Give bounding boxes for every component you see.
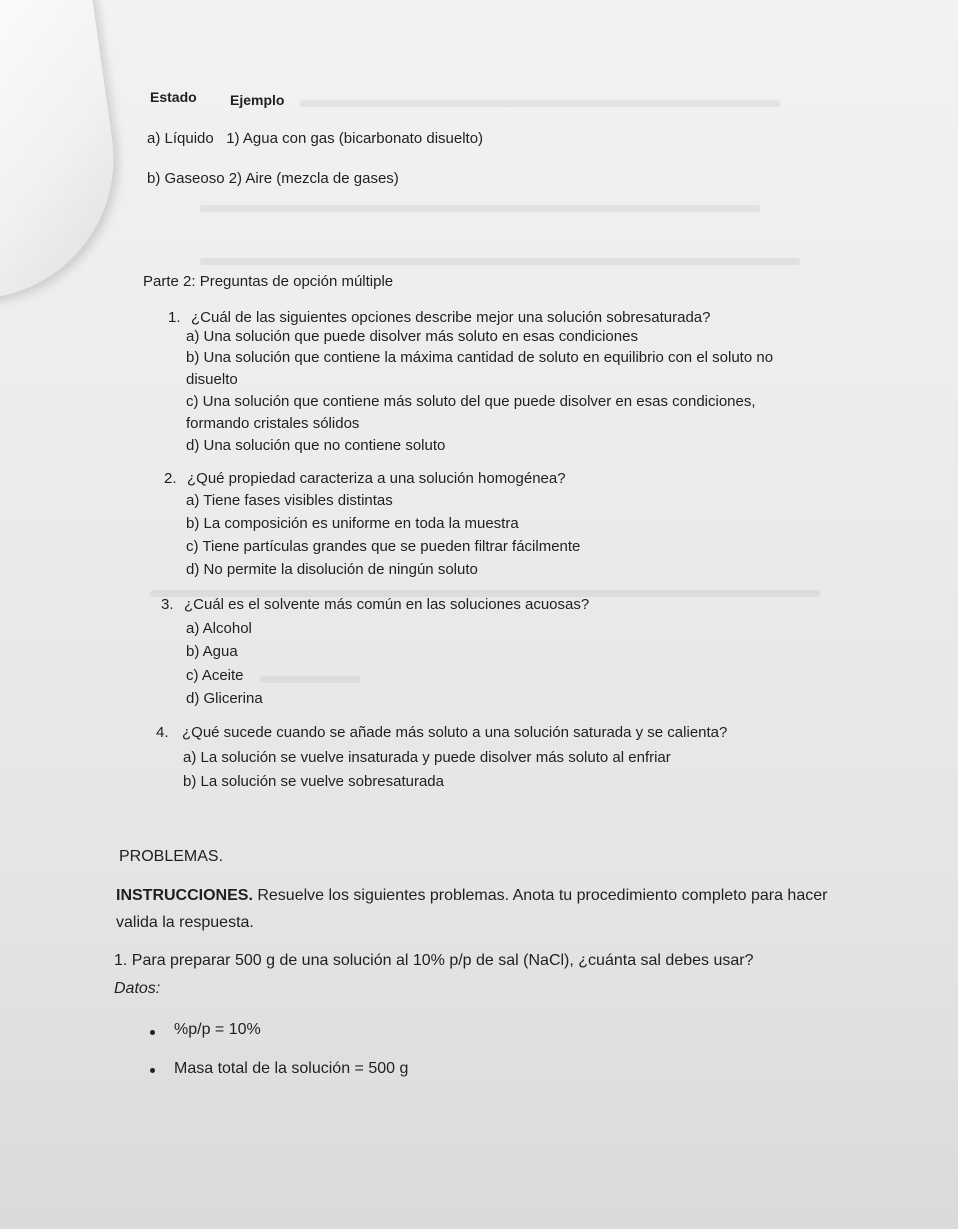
question-number: 2. bbox=[164, 470, 177, 487]
instructions bbox=[116, 887, 827, 905]
question-text: ¿Cuál es el solvente más común en las soluciones acuosas? bbox=[184, 596, 590, 613]
answer-option-continuation: disuelto bbox=[186, 371, 238, 388]
instructions-continuation: valida la respuesta. bbox=[116, 914, 254, 931]
answer-option: a) La solución se vuelve insaturada y puede disolver más soluto al enfriar bbox=[183, 749, 671, 766]
bullet-icon bbox=[150, 1068, 155, 1073]
table-row-liquido: a) Líquido 1) Agua con gas (bicarbonato disuelto) bbox=[147, 130, 484, 147]
bleed-through bbox=[200, 205, 760, 212]
table-header-ejemplo: Ejemplo bbox=[230, 92, 285, 108]
instructions-label: INSTRUCCIONES. bbox=[116, 887, 253, 904]
answer-option-continuation: formando cristales sólidos bbox=[186, 415, 360, 432]
question-number: 4. bbox=[156, 724, 169, 741]
section-title: Parte 2: Preguntas de opción múltiple bbox=[143, 273, 394, 290]
table-row-gaseoso: b) Gaseoso 2) Aire (mezcla de gases) bbox=[147, 170, 399, 187]
answer-option: b) Una solución que contiene la máxima cantidad de soluto en equilibrio con el soluto no bbox=[186, 349, 774, 366]
answer-option: d) Glicerina bbox=[186, 690, 263, 707]
datos-item: %p/p = 10% bbox=[174, 1021, 261, 1038]
question-text: ¿Qué sucede cuando se añade más soluto a una solución saturada y se calienta? bbox=[182, 724, 728, 741]
answer-option: a) Una solución que puede disolver más soluto en esas condiciones bbox=[186, 328, 638, 345]
answer-option: c) Tiene partículas grandes que se pueden filtrar fácilmente bbox=[186, 538, 581, 555]
answer-option: a) Tiene fases visibles distintas bbox=[186, 492, 393, 509]
table-header-estado: Estado bbox=[150, 89, 197, 105]
question-text: ¿Qué propiedad caracteriza a una solución homogénea? bbox=[187, 470, 566, 487]
bleed-through bbox=[300, 100, 780, 107]
bullet-icon bbox=[150, 1030, 155, 1035]
question-number: 3. bbox=[161, 596, 174, 613]
answer-option: a) Alcohol bbox=[186, 620, 252, 637]
datos-label: Datos: bbox=[114, 980, 161, 997]
question-number: 1. bbox=[168, 309, 181, 326]
answer-option: d) No permite la disolución de ningún soluto bbox=[186, 561, 478, 578]
question-text: ¿Cuál de las siguientes opciones describe mejor una solución sobresaturada? bbox=[191, 309, 711, 326]
answer-option: d) Una solución que no contiene soluto bbox=[186, 437, 446, 454]
answer-option: b) La solución se vuelve sobresaturada bbox=[183, 773, 444, 790]
bleed-through bbox=[260, 676, 360, 683]
answer-option: b) Agua bbox=[186, 643, 238, 660]
answer-option: b) La composición es uniforme en toda la muestra bbox=[186, 515, 519, 532]
answer-option: c) Una solución que contiene más soluto del que puede disolver en esas condiciones, bbox=[186, 393, 756, 410]
page-curl bbox=[0, 0, 132, 299]
datos-item: Masa total de la solución = 500 g bbox=[174, 1060, 409, 1077]
instructions-text: Resuelve los siguientes problemas. Anota tu procedimiento completo para hacer bbox=[252, 887, 828, 904]
answer-option: c) Aceite bbox=[186, 667, 244, 684]
problem-statement: 1. Para preparar 500 g de una solución al 10% p/p de sal (NaCl), ¿cuánta sal debes usar? bbox=[114, 952, 754, 969]
problems-heading: PROBLEMAS. bbox=[119, 848, 224, 865]
bleed-through bbox=[200, 258, 800, 265]
